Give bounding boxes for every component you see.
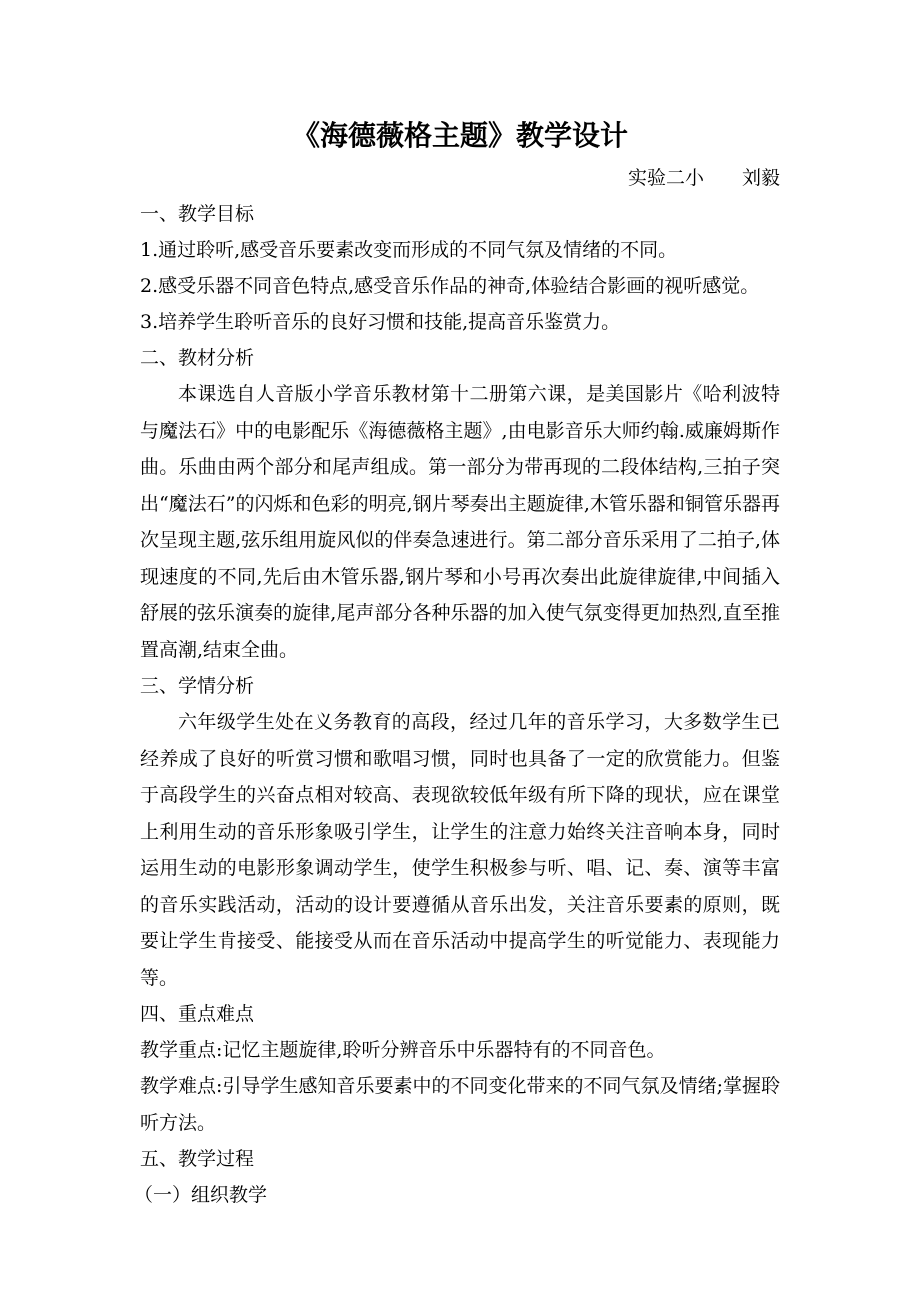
teaching-difficulty: 教学难点:引导学生感知音乐要素中的不同变化带来的不同气氛及情绪;掌握聆听方法。 [140, 1075, 780, 1134]
teaching-focus: 教学重点:记忆主题旋律,聆听分辨音乐中乐器特有的不同音色。 [140, 1039, 666, 1061]
document-body [134, 196, 780, 1213]
section-heading-material: 二、教材分析 [140, 347, 255, 369]
goal-item: 2.感受乐器不同音色特点,感受音乐作品的神奇,体验结合影画的视听感觉。 [140, 275, 760, 297]
students-paragraph: 六年级学生处在义务教育的高段，经过几年的音乐学习，大多数学生已经养成了良好的听赏习惯和歌唱习惯，同时也具备了一定的欣赏能力。但鉴于高段学生的兴奋点相对较高、表现欲较低年级有所下降的现状，应在课堂上利用生动的音乐形象吸引学生，让学生的注意力始终关注音响本身，同时运用生动的电影形象调动学生，使学生积极参与听、唱、记、奏、演等丰富的音乐实践活动，活动的设计要遵循从音乐出发，关注音乐要素的原则，既要让学生肯接受、能接受从而在音乐活动中提高学生的听觉能力、表现能力等。 [140, 711, 780, 989]
document-title: 《海德薇格主题》教学设计 [291, 119, 628, 152]
author-line: 实验二小 刘毅 [627, 167, 780, 189]
goal-item: 1.通过聆听,感受音乐要素改变而形成的不同气氛及情绪的不同。 [140, 239, 678, 261]
section-heading-process: 五、教学过程 [140, 1148, 255, 1170]
material-paragraph: 本课选自人音版小学音乐教材第十二册第六课，是美国影片《哈利波特与魔法石》中的电影配乐《海德薇格主题》,由电影音乐大师约翰.威廉姆斯作曲。乐曲由两个部分和尾声组成。第一部分为带再现的二段体结构,三拍子突出“魔法石”的闪烁和色彩的明亮,钢片琴奏出主题旋律,木管乐器和铜管乐器再次呈现主题,弦乐组用旋风似的伴奏急速进行。第二部分音乐采用了二拍子,体现速度的不同,先后由木管乐器,钢片琴和小号再次奏出此旋律旋律,中间插入舒展的弦乐演奏的旋律,尾声部分各种乐器的加入使气氛变得更加热烈,直至推置高潮,结束全曲。 [140, 383, 780, 661]
process-sub-heading: （一）组织教学 [134, 1184, 268, 1206]
goal-item: 3.培养学生聆听音乐的良好习惯和技能,提高音乐鉴赏力。 [140, 311, 621, 333]
section-heading-students: 三、学情分析 [140, 675, 255, 697]
section-heading-goals: 一、教学目标 [140, 203, 255, 225]
section-heading-key-points: 四、重点难点 [140, 1003, 255, 1025]
